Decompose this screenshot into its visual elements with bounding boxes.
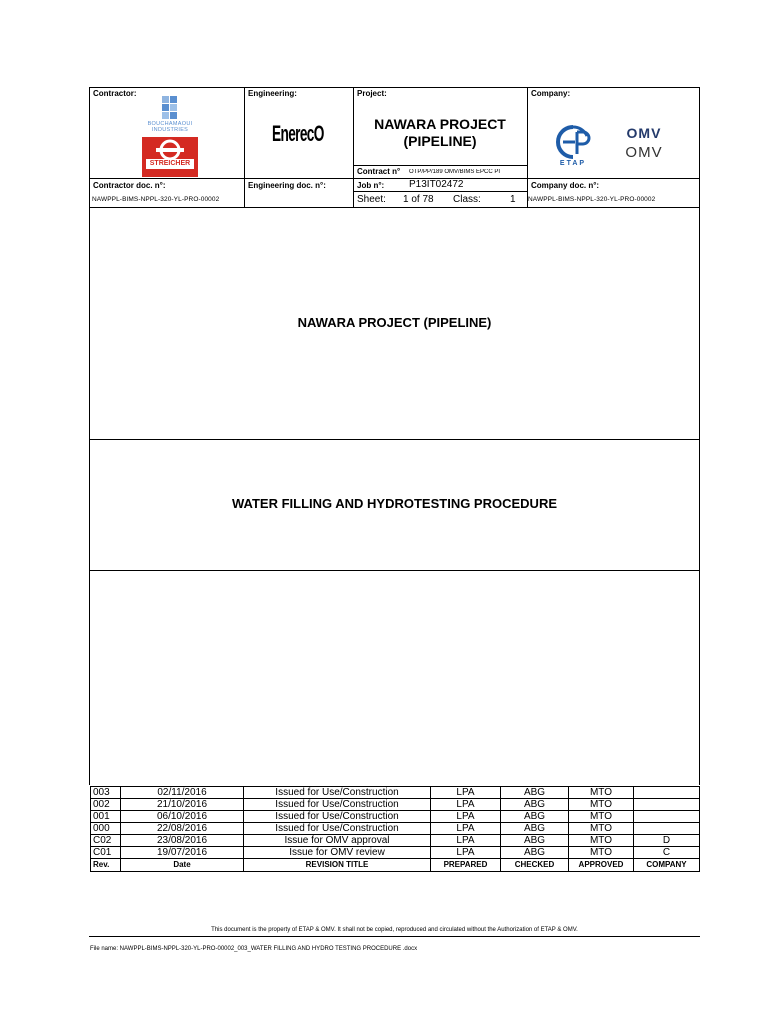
project-label: Project:: [357, 89, 387, 98]
checked-cell: ABG: [501, 787, 569, 799]
prepared-header: PREPARED: [431, 859, 501, 872]
header-bottom-border: [89, 207, 700, 208]
revision-row: [91, 811, 700, 823]
approved-cell: MTO: [569, 811, 634, 823]
prepared-cell: LPA: [431, 787, 501, 799]
revision-header-row: [91, 859, 700, 872]
contractor-doc-label: Contractor doc. n°:: [93, 181, 166, 190]
contractor-label: Contractor:: [93, 89, 137, 98]
contract-value: OTP/PP/189 OMV/BIMS EPCC PI: [409, 169, 501, 175]
header-col-divider-3: [527, 87, 528, 207]
title-cell: Issued for Use/Construction: [244, 799, 431, 811]
file-name: File name: NAWPPL-BIMS-NPPL-320-YL-PRO-00002_003_WATER FILLING AND HYDRO TESTING PROCEDURE .docx: [90, 946, 418, 952]
etap-text: ETAP: [559, 160, 587, 167]
class-value: 1: [510, 194, 516, 205]
revision-row: [91, 847, 700, 859]
contractor-doc-number: NAWPPL-BIMS-NPPL-320-YL-PRO-00002: [92, 196, 220, 203]
rev-cell: 000: [91, 823, 121, 835]
company-label: Company:: [531, 89, 571, 98]
company-cell: D: [634, 835, 700, 847]
job-value: P13IT02472: [409, 179, 464, 190]
omv-logo: [619, 126, 669, 166]
body-divider-1: [89, 439, 700, 440]
header-left-border: [89, 87, 90, 207]
company-doc-number: NAWPPL-BIMS-NPPL-320-YL-PRO-00002: [528, 196, 656, 203]
contract-label: Contract n°: [357, 167, 401, 176]
engineering-doc-label: Engineering doc. n°:: [248, 181, 326, 190]
prepared-cell: LPA: [431, 823, 501, 835]
revision-row: [91, 799, 700, 811]
rev-cell: C02: [91, 835, 121, 847]
rev-header: Rev.: [91, 859, 121, 872]
engineering-label: Engineering:: [248, 89, 297, 98]
company-cell: [634, 811, 700, 823]
rev-cell: 001: [91, 811, 121, 823]
company-cell: [634, 799, 700, 811]
date-cell: 21/10/2016: [121, 799, 244, 811]
prepared-cell: LPA: [431, 799, 501, 811]
document-title: WATER FILLING AND HYDROTESTING PROCEDURE: [232, 496, 557, 511]
footer-rule: [89, 936, 700, 937]
omv-wordmark-top: OMV: [626, 125, 662, 141]
class-label: Class:: [453, 194, 481, 205]
approved-cell: MTO: [569, 787, 634, 799]
property-notice: This document is the property of ETAP & OMV. It shall not be copied, reproduced and circulated without the Authorization of ETAP & OMV.: [211, 927, 578, 933]
company-cell: C: [634, 847, 700, 859]
title-cell: Issued for Use/Construction: [244, 787, 431, 799]
omv-wordmark-bottom: OMV: [625, 144, 663, 161]
etap-emblem-icon: [553, 124, 593, 160]
revision-row: [91, 823, 700, 835]
rev-cell: C01: [91, 847, 121, 859]
rev-cell: 002: [91, 799, 121, 811]
title-cell: Issue for OMV approval: [244, 835, 431, 847]
bouchamaoui-emblem-icon: [140, 95, 200, 123]
body-divider-2: [89, 570, 700, 571]
checked-cell: ABG: [501, 823, 569, 835]
header-row-divider: [89, 178, 700, 179]
date-cell: 02/11/2016: [121, 787, 244, 799]
date-cell: 19/07/2016: [121, 847, 244, 859]
date-cell: 22/08/2016: [121, 823, 244, 835]
rev-cell: 003: [91, 787, 121, 799]
streicher-emblem-icon: [142, 137, 198, 177]
company-cell: [634, 787, 700, 799]
sheet-label: Sheet:: [357, 194, 386, 205]
streicher-text: STREICHER: [149, 160, 191, 167]
sheet-value: 1 of 78: [403, 194, 434, 205]
approved-cell: MTO: [569, 823, 634, 835]
company-header: COMPANY: [634, 859, 700, 872]
job-row-divider: [353, 191, 527, 192]
title-cell: Issued for Use/Construction: [244, 823, 431, 835]
revision-row: [91, 787, 700, 799]
checked-cell: ABG: [501, 847, 569, 859]
prepared-cell: LPA: [431, 847, 501, 859]
company-doc-label: Company doc. n°:: [531, 181, 600, 190]
project-name: [353, 116, 527, 150]
checked-cell: ABG: [501, 835, 569, 847]
bouchamaoui-text-line1: BOUCHAMAOUI: [147, 121, 193, 127]
contract-row-top: [353, 165, 527, 166]
enereco-logo: EnerecO: [272, 121, 324, 146]
main-project-title: NAWARA PROJECT (PIPELINE): [297, 315, 492, 330]
approved-cell: MTO: [569, 799, 634, 811]
checked-cell: ABG: [501, 799, 569, 811]
prepared-cell: LPA: [431, 835, 501, 847]
revision-row: [91, 835, 700, 847]
approved-cell: MTO: [569, 847, 634, 859]
bouchamaoui-text-line2: INDUSTRIES: [151, 127, 189, 133]
revision-table-body: [91, 787, 700, 872]
header-col-divider-1: [244, 87, 245, 207]
prepared-cell: LPA: [431, 811, 501, 823]
body-right-border: [699, 207, 700, 785]
revision-table: [90, 786, 700, 872]
company-cell: [634, 823, 700, 835]
project-name-line1: NAWARA PROJECT: [374, 116, 506, 132]
title-cell: Issued for Use/Construction: [244, 811, 431, 823]
approved-cell: MTO: [569, 835, 634, 847]
checked-cell: ABG: [501, 811, 569, 823]
job-label: Job n°:: [357, 181, 385, 190]
header-top-border: [89, 87, 700, 88]
project-name-line2: (PIPELINE): [403, 133, 477, 149]
title-header: REVISION TITLE: [244, 859, 431, 872]
checked-header: CHECKED: [501, 859, 569, 872]
approved-header: APPROVED: [569, 859, 634, 872]
streicher-logo: [142, 137, 198, 177]
etap-logo: [553, 124, 593, 170]
date-header: Date: [121, 859, 244, 872]
date-cell: 06/10/2016: [121, 811, 244, 823]
bouchamaoui-logo: [140, 95, 200, 135]
header-right-border: [699, 87, 700, 207]
date-cell: 23/08/2016: [121, 835, 244, 847]
title-cell: Issue for OMV review: [244, 847, 431, 859]
